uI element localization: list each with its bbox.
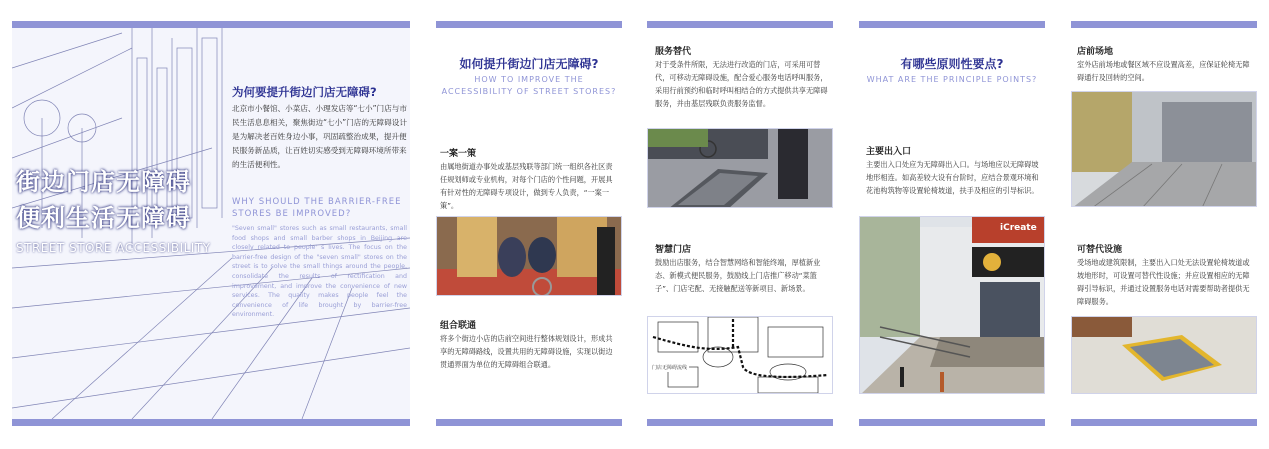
alternative-facility-body: 受场地或建筑限制，主要出入口处无法设置轮椅坡道或坡地形时，可设置可替代性设施；并应设置相应的无障碍引导标识，并通过设置服务电话对需要帮助者提供无障碍服务。 <box>1077 258 1250 306</box>
portable-ramp-photo <box>1071 316 1257 394</box>
route-diagram <box>647 316 833 394</box>
main-entrance-heading: 主要出入口 <box>866 147 912 157</box>
cover-title-line-1: 街边门店无障碍 <box>16 168 191 196</box>
why-body: 北京市小餐馆、小菜店、小理发店等“七小”门店与市民生活息息相关，聚焦街边“七小”门店的无障碍设计是为解决老百姓身边小事，巩固疏整治成果，提升便民服务新品质，让百姓切实感受到无障碍环境所带来的生活便利性。 <box>232 104 407 169</box>
how-english-title: HOW TO IMPROVE THE ACCESSIBILITY OF STREET STORES? <box>441 75 617 96</box>
wheelchair-entrance-photo <box>436 216 622 296</box>
principles-title: 有哪些原则性要点? <box>900 57 1004 71</box>
route-line-drawing <box>648 317 833 394</box>
service-body: 对于受条件所限，无法进行改造的门店，可采用可替代，可移动无障碍设施，配合爱心服务电话呼叫服务，采用行前预约和临时呼叫相结合的方式提供共享无障碍服务，并由基层残联负责服务监督。 <box>655 60 828 108</box>
why-heading: 为何要提升街边门店无障碍? <box>232 85 377 99</box>
cover-title-line-2: 便利生活无障碍 <box>16 204 191 232</box>
top-accent-bar <box>1071 21 1257 28</box>
bottom-accent-bar <box>647 419 833 426</box>
service-heading: 服务替代 <box>655 47 692 57</box>
smart-store-body: 鼓励出店服务，结合智慧网络和智能终端，厚植新业态、新模式便民服务，鼓励线上门店推广移动“菜篮子”、门店宅配、无接触配送等新项目、新场景。 <box>655 258 821 293</box>
bottom-accent-bar <box>12 419 410 426</box>
store-front-heading: 店前场地 <box>1077 47 1114 57</box>
combine-body: 将多个街边小店的店前空间进行整体规划设计，形成共享的无障碍路线，设置共用的无障碍设施，实现以街边贯通界面为单位的无障碍组合联通。 <box>440 334 613 369</box>
how-title: 如何提升街边门店无障碍? <box>459 57 599 71</box>
store-front-body: 室外店前场地或餐区域不应设置高差，应保证轮椅无障碍通行及回转的空间。 <box>1077 60 1250 82</box>
ramp-photo <box>647 128 833 208</box>
combine-heading: 组合联通 <box>440 321 477 331</box>
top-accent-bar <box>12 21 410 28</box>
bottom-accent-bar <box>1071 419 1257 426</box>
bottom-accent-bar <box>859 419 1045 426</box>
one-case-heading: 一案一策 <box>440 149 477 159</box>
main-entrance-body: 主要出入口处应为无障碍出入口。与场地应以无障碍坡地形相连。如高差较大设有台阶时，应结合景观环境和花池构筑物等设置轮椅坡道，扶手及相应的引导标识。 <box>866 160 1039 195</box>
bottom-accent-bar <box>436 419 622 426</box>
one-case-body: 由属地街道办事处或基层残联等部门统一组织各社区责任规划师或专业机构，对每个门店的个性问题，开展具有针对性的无障碍专项设计，做到专人负责，“一案一策”。 <box>440 162 613 210</box>
photo-placeholder <box>648 129 833 208</box>
photo-placeholder <box>437 217 622 296</box>
principles-english-title: WHAT ARE THE PRINCIPLE POINTS? <box>866 75 1038 84</box>
storefront-ramp-photo <box>859 216 1045 394</box>
photo-placeholder <box>1072 317 1257 394</box>
why-english-body: "Seven small" stores such as small restaurants, small food shops and small barber shops in Beijing are closely related to people' s lives. The focus on the barrier-free design of the "seven small" stores on the street is to solve the small things around the people, consolidate the results of rectification and improvement, and improve the convenience of new services. The quality makes people feel the convenience of life brought by barrier-free environment. <box>232 225 407 319</box>
sidewalk-photo <box>1071 91 1257 207</box>
top-accent-bar <box>647 21 833 28</box>
photo-placeholder <box>860 217 1045 394</box>
store-sign-text: iCreate <box>1000 223 1037 233</box>
cover-english-title: STREET STORE ACCESSIBILITY <box>16 241 211 255</box>
top-accent-bar <box>859 21 1045 28</box>
smart-store-heading: 智慧门店 <box>655 245 692 255</box>
why-english-heading: WHY SHOULD THE BARRIER-FREE STORES BE IMPROVED? <box>232 197 402 219</box>
top-accent-bar <box>436 21 622 28</box>
alternative-facility-heading: 可替代设施 <box>1077 245 1123 255</box>
photo-placeholder <box>1072 92 1257 207</box>
route-diagram-caption: 门店无障碍流线 <box>652 365 688 371</box>
